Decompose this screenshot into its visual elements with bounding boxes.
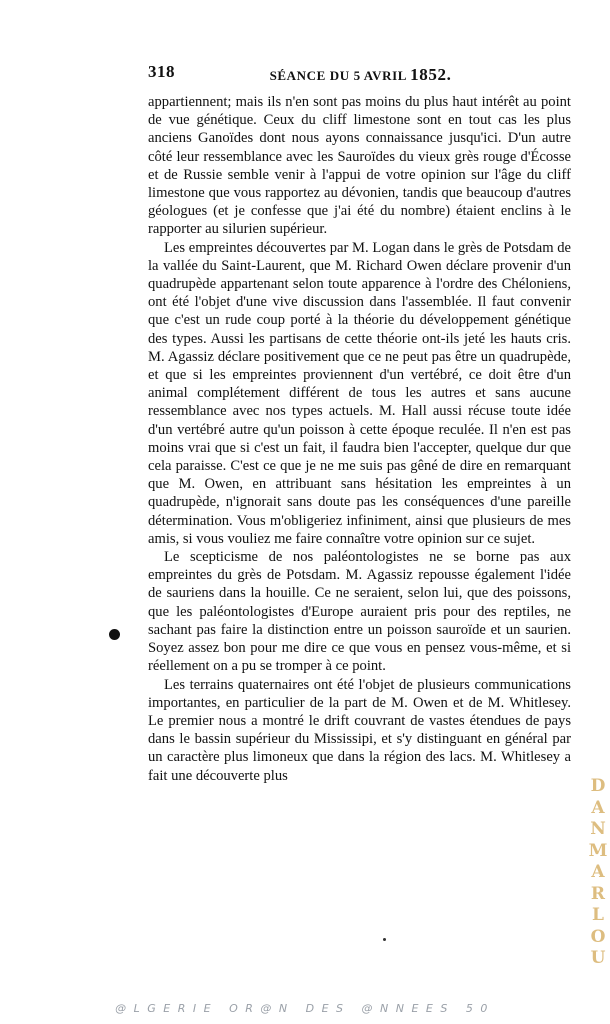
- watermark-letter: M: [588, 840, 608, 861]
- vertical-watermark: [588, 776, 608, 970]
- watermark-letter: D: [590, 776, 606, 796]
- stray-dot-mark: [383, 938, 386, 941]
- paragraph-2: Les empreintes découvertes par M. Logan dans le grès de Potsdam de la vallée du Saint-Laurent, que M. Richard Owen déclare provenir d'un quadrupède appartenant selon toute apparence à l'ordre des Chéloniens, ont été l'objet d'une vive discussion dans l'assemblée. Il faut convenir que c'est un rude coup porté à la théorie du développement génétique des types. Aussi les partisans de cette théorie ont-ils jeté les hauts cris. M. Agassiz déclare positivement que ce ne peut pas être un quadrupède, et que si les empreintes proviennent d'un vertébré, ce doit être d'un animal complétement différent de tous les autres et sans aucune ressemblance avec nos types actuels. M. Hall aussi récuse toute idée d'un vertébré autre qu'un poisson à cette époque reculée. Il n'en est pas moins vrai que si c'est un fait, il faudra bien l'accepter, quelque dur que cela paraisse. C'est ce que je ne me suis pas gêné de dire en remarquant que M. Owen, en attribuant sans hésitation les empreintes à un quadrupède, n'ignorait sans doute pas les conséquences d'une pareille détermination. Vous m'obligeriez infiniment, ainsi que plusieurs de mes amis, si vous vouliez me faire connaître votre opinion sur ce sujet.: [148, 239, 571, 547]
- paragraph-1: appartiennent; mais ils n'en sont pas moins du plus haut intérêt au point de vue génétique. Ceux du cliff limestone sont en tout cas les plus anciens Ganoïdes dont nous ayons connaissance jusqu'ici. D'un autre côté leur ressemblance avec les Sauroïdes du vieux grès rouge d'Écosse et de Russie semble venir à l'appui de votre opinion sur l'âge du cliff limestone que vous rapportez au dévonien, tandis que beaucoup d'autres géologues (et je confesse que j'ai été du nombre) étaient enclins à le rapporter au silurien supérieur.: [148, 94, 571, 238]
- bottom-watermark: @LGERIE OR@N DES @NNEES 50: [115, 1002, 495, 1015]
- paragraph-3: Le scepticisme de nos paléontologistes ne se borne pas aux empreintes du grès de Potsdam. M. Agassiz repousse également l'idée de sauriens dans la houille. Ce ne seraient, selon lui, que des poissons, que les paléontologistes d'Europe auraient pris pour des reptiles, ne sachant pas faire la distinction entre un poisson sauroïde et un saurien. Soyez assez bon pour me dire ce que vous en pensez vous-même, et si réellement on a pu se tromper à ce point.: [148, 549, 571, 675]
- watermark-letter: O: [590, 926, 606, 947]
- running-title-year: 1852.: [410, 65, 452, 84]
- watermark-letter: L: [592, 905, 604, 925]
- watermark-letter: N: [590, 819, 606, 839]
- body-text: [148, 93, 571, 785]
- margin-bullet-mark: [109, 629, 120, 640]
- page-header: [148, 62, 573, 86]
- running-title-text: SÉANCE DU 5 AVRIL: [269, 68, 407, 83]
- watermark-letter: R: [590, 883, 606, 904]
- watermark-letter: U: [590, 948, 606, 968]
- running-title: [148, 65, 573, 85]
- paragraph-4: Les terrains quaternaires ont été l'objet de plusieurs communications importantes, en particulier de la part de M. Owen et de M. Whitlesey. Le premier nous a montré le drift couvrant de vastes étendues de pays dans le bassin supérieur du Mississipi, et s'y distinguant en général par un caractère plus limoneux que dans la région des lacs. M. Whitlesey a fait une découverte plus: [148, 676, 571, 784]
- watermark-letter: A: [591, 797, 605, 818]
- page-number: 318: [148, 62, 175, 81]
- watermark-letter: A: [591, 862, 605, 882]
